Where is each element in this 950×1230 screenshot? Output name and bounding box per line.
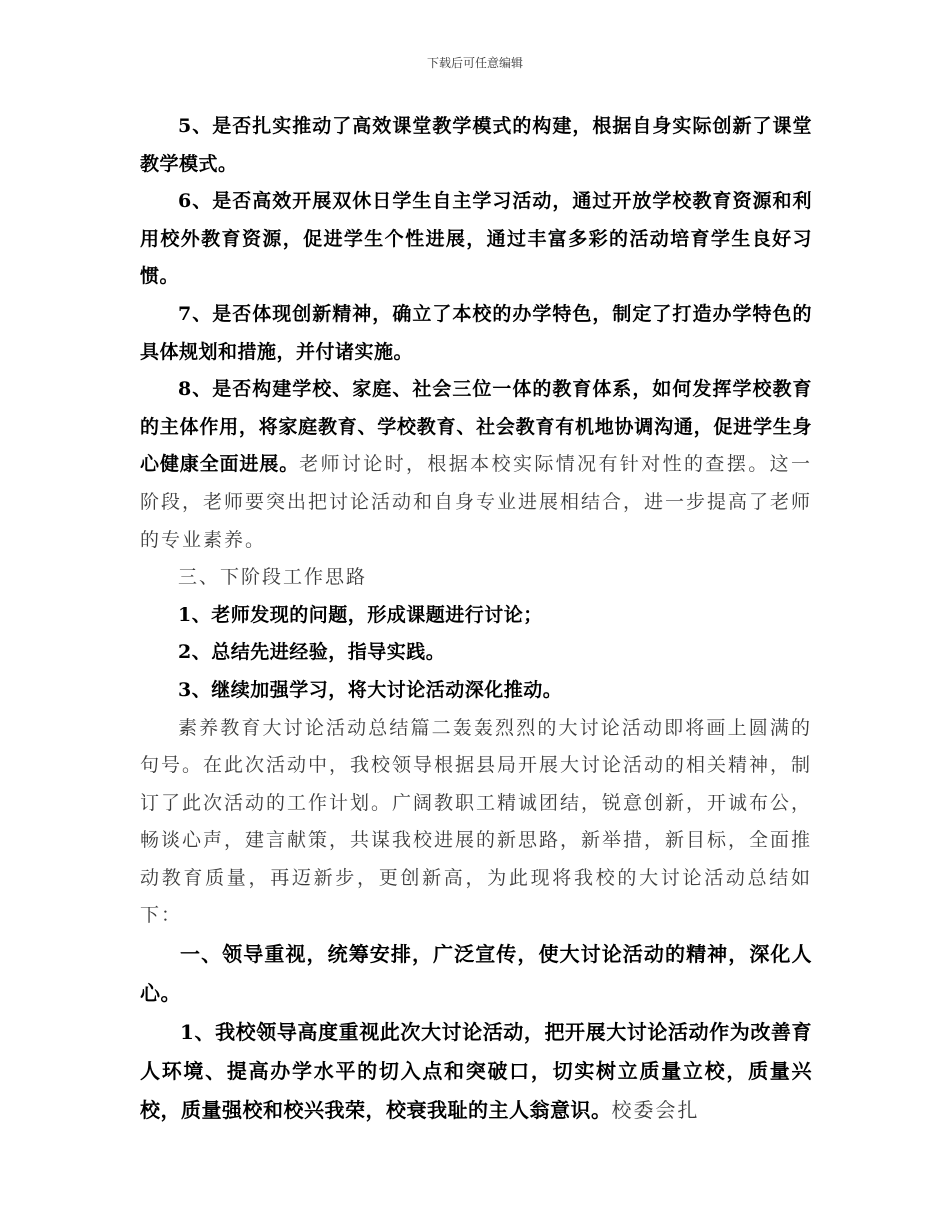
plan-item-3: 3、继续加强学习，将大讨论活动深化推动。 [178, 678, 563, 701]
plan-item-2: 2、总结先进经验，指导实践。 [178, 641, 446, 664]
paragraph-item-6: 6、是否高效开展双休日学生自主学习活动，通过开放学校教育资源和利用校外教育资源，促进学生个性进展，通过丰富多彩的活动培育学生良好习惯。 [140, 190, 812, 288]
summary-intro-paragraph: 素养教育大讨论活动总结篇二轰轰烈烈的大讨论活动即将画上圆满的句号。在此次活动中，我校领导根据县局开展大讨论活动的相关精神，制订了此次活动的工作计划。广阔教职工精诚团结，锐意创新，开诚布公，畅谈心声，建言献策，共谋我校进展的新思路，新举措，新目标，全面推动教育质量，再迈新步，更创新高，为此现将我校的大讨论活动总结如下： [140, 716, 813, 927]
section-heading-3: 三、下阶段工作思路 [178, 566, 368, 589]
paragraph-item-7: 7、是否体现创新精神，确立了本校的办学特色，制定了打造办学特色的具体规划和措施，并付诸实施。 [140, 302, 812, 363]
paragraph-item-8-normal: 老师讨论时，根据本校实际情况有针对性的查摆。这一阶段，老师要突出把讨论活动和自身专业进展相结合，进一步提高了老师的专业素养。 [140, 453, 813, 551]
section-heading-1: 一、领导重视，统筹安排，广泛宣传，使大讨论活动的精神，深化人心。 [140, 942, 812, 1006]
leadership-item-1-bold: 1、我校领导高度重视此次大讨论活动，把开展大讨论活动作为改善育人环境、提高办学水平的切入点和突破口，切实树立质量立校，质量兴校，质量强校和校兴我荣，校衰我耻的主人翁意识。 [140, 1020, 812, 1123]
paragraph-item-8 [140, 371, 812, 559]
document-body [140, 108, 812, 1130]
leadership-item-1-normal: 校委会扎 [611, 1098, 700, 1123]
paragraph-item-8-bold: 8、是否构建学校、家庭、社会三位一体的教育体系，如何发挥学校教育的主体作用，将家庭教育、学校教育、社会教育有机地协调沟通，促进学生身心健康全面进展。 [140, 378, 812, 476]
plan-item-1: 1、老师发现的问题，形成课题进行讨论； [178, 603, 543, 626]
leadership-item-1 [140, 1013, 812, 1130]
page-header: 下载后可任意编辑 [426, 56, 523, 70]
paragraph-item-5: 5、是否扎实推动了高效课堂教学模式的构建，根据自身实际创新了课堂教学模式。 [140, 115, 812, 175]
